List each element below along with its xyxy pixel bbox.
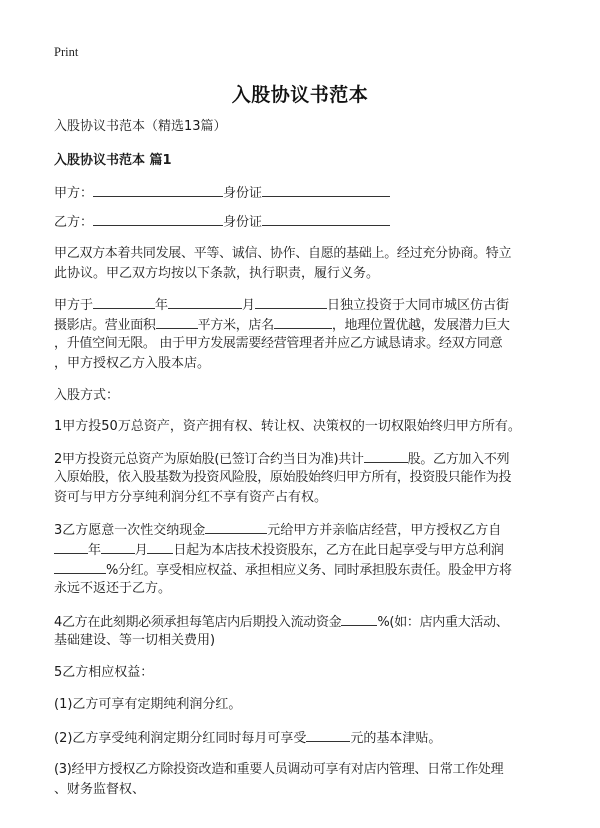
start-year-blank[interactable] (54, 539, 88, 554)
item-2-line-3: 资可与甲方分享纯利润分红不享有资产占有权。 (54, 490, 328, 505)
text: 日起为本店技术投资股东，乙方在此日起享受与甲方总利润 (173, 543, 504, 558)
party-a-row (54, 182, 554, 204)
text: 元给甲方并亲临店经营，甲方授权乙方自 (267, 523, 502, 538)
text: 月 (242, 298, 256, 313)
party-a-name-blank[interactable] (93, 182, 223, 197)
cash-blank[interactable] (205, 519, 267, 534)
text: 日独立投资于大同市城区仿古街 (327, 298, 510, 313)
item-5-heading: 5乙方相应权益： (54, 665, 154, 680)
intro-text: 入股协议书范本（精选13篇） (54, 119, 227, 134)
paragraph-2-line-1 (54, 294, 554, 316)
method-heading: 入股方式： (54, 388, 120, 403)
item-4-line-2: 基础建设、等一切相关费用) (54, 633, 216, 648)
item-3-line-4: 永远不返还于乙方。 (54, 581, 172, 596)
text: ，地理位置优越，发展潜力巨大 (331, 318, 510, 333)
paragraph-1-line-1: 甲乙双方本着共同发展、平等、诚信、协作、自愿的基础上。经过充分协商。特立 (54, 246, 512, 261)
text: 年 (88, 543, 101, 558)
page-title: 入股协议书范本 (231, 84, 369, 106)
sub-item-2 (54, 727, 554, 749)
text: %分红。享受相应权益、承担相应义务、同时承担股东责任。股金甲方将 (106, 563, 512, 578)
text: 甲方于 (54, 298, 94, 313)
text: 4乙方在此刻期必须承担每笔店内后期投入流动资金 (54, 615, 342, 630)
section-heading: 入股协议书范本 篇1 (54, 153, 172, 168)
item-2-line-1 (54, 448, 554, 470)
paragraph-2-line-4: ，甲方授权乙方入股本店。 (54, 356, 211, 371)
party-b-row (54, 211, 554, 233)
party-b-id-blank[interactable] (262, 211, 390, 226)
text: 月 (134, 543, 148, 558)
text: 股。乙方加入不列 (407, 452, 510, 467)
sub-item-3-line-2: 、财务监督权、 (54, 782, 146, 797)
shop-name-blank[interactable] (274, 314, 332, 329)
item-4-line-1 (54, 611, 554, 633)
text: 2甲方投资元总资产为原始股(已签订合约当日为准)共计 (54, 452, 364, 467)
party-b-id-label: 身份证 (223, 215, 263, 230)
item-3-line-2 (54, 539, 554, 561)
shares-blank[interactable] (364, 448, 408, 463)
paragraph-2-line-2 (54, 314, 554, 336)
print-link[interactable]: Print (54, 45, 79, 59)
capital-percent-blank[interactable] (341, 611, 377, 626)
text: 平方米，店名 (197, 318, 274, 333)
start-day-blank[interactable] (147, 539, 173, 554)
item-3-line-3 (54, 559, 554, 581)
party-b-label: 乙方： (54, 215, 94, 230)
paragraph-1-line-2: 此协议。甲乙双方均按以下条款，执行职责，履行义务。 (54, 266, 380, 281)
text: %(如：店内重大活动、 (377, 615, 509, 630)
party-b-name-blank[interactable] (93, 211, 223, 226)
party-a-id-blank[interactable] (262, 182, 390, 197)
sub-item-1: (1)乙方可享有定期纯利润分红。 (54, 697, 242, 712)
item-1: 1甲方投50万总资产，资产拥有权、转让权、决策权的一切权限始终归甲方所有。 (54, 419, 521, 434)
start-month-blank[interactable] (101, 539, 135, 554)
year-blank[interactable] (93, 294, 155, 309)
text: 年 (155, 298, 169, 313)
dividend-percent-blank[interactable] (54, 559, 106, 574)
text: 摄影店。营业面积 (54, 318, 156, 333)
paragraph-2-line-3: ，升值空间无限。 由于甲方发展需要经营管理者并应乙方诚恳请求。经双方同意 (54, 336, 503, 351)
party-a-id-label: 身份证 (223, 186, 263, 201)
text: 3乙方愿意一次性交纳现金 (54, 523, 206, 538)
party-a-label: 甲方： (54, 186, 94, 201)
day-blank[interactable] (255, 294, 327, 309)
sub-item-3-line-1: (3)经甲方授权乙方除投资改造和重要人员调动可享有对店内管理、日常工作处理 (54, 762, 504, 777)
item-2-line-2: 入原始股，依入股基数为投资风险股，原始股始终归甲方所有，投资股只能作为投 (54, 470, 512, 485)
item-3-line-1 (54, 519, 554, 541)
allowance-blank[interactable] (306, 727, 350, 742)
month-blank[interactable] (168, 294, 242, 309)
area-blank[interactable] (156, 314, 198, 329)
text: (2)乙方享受纯利润定期分红同时每月可享受 (54, 731, 307, 746)
text: 元的基本津贴。 (350, 731, 442, 746)
